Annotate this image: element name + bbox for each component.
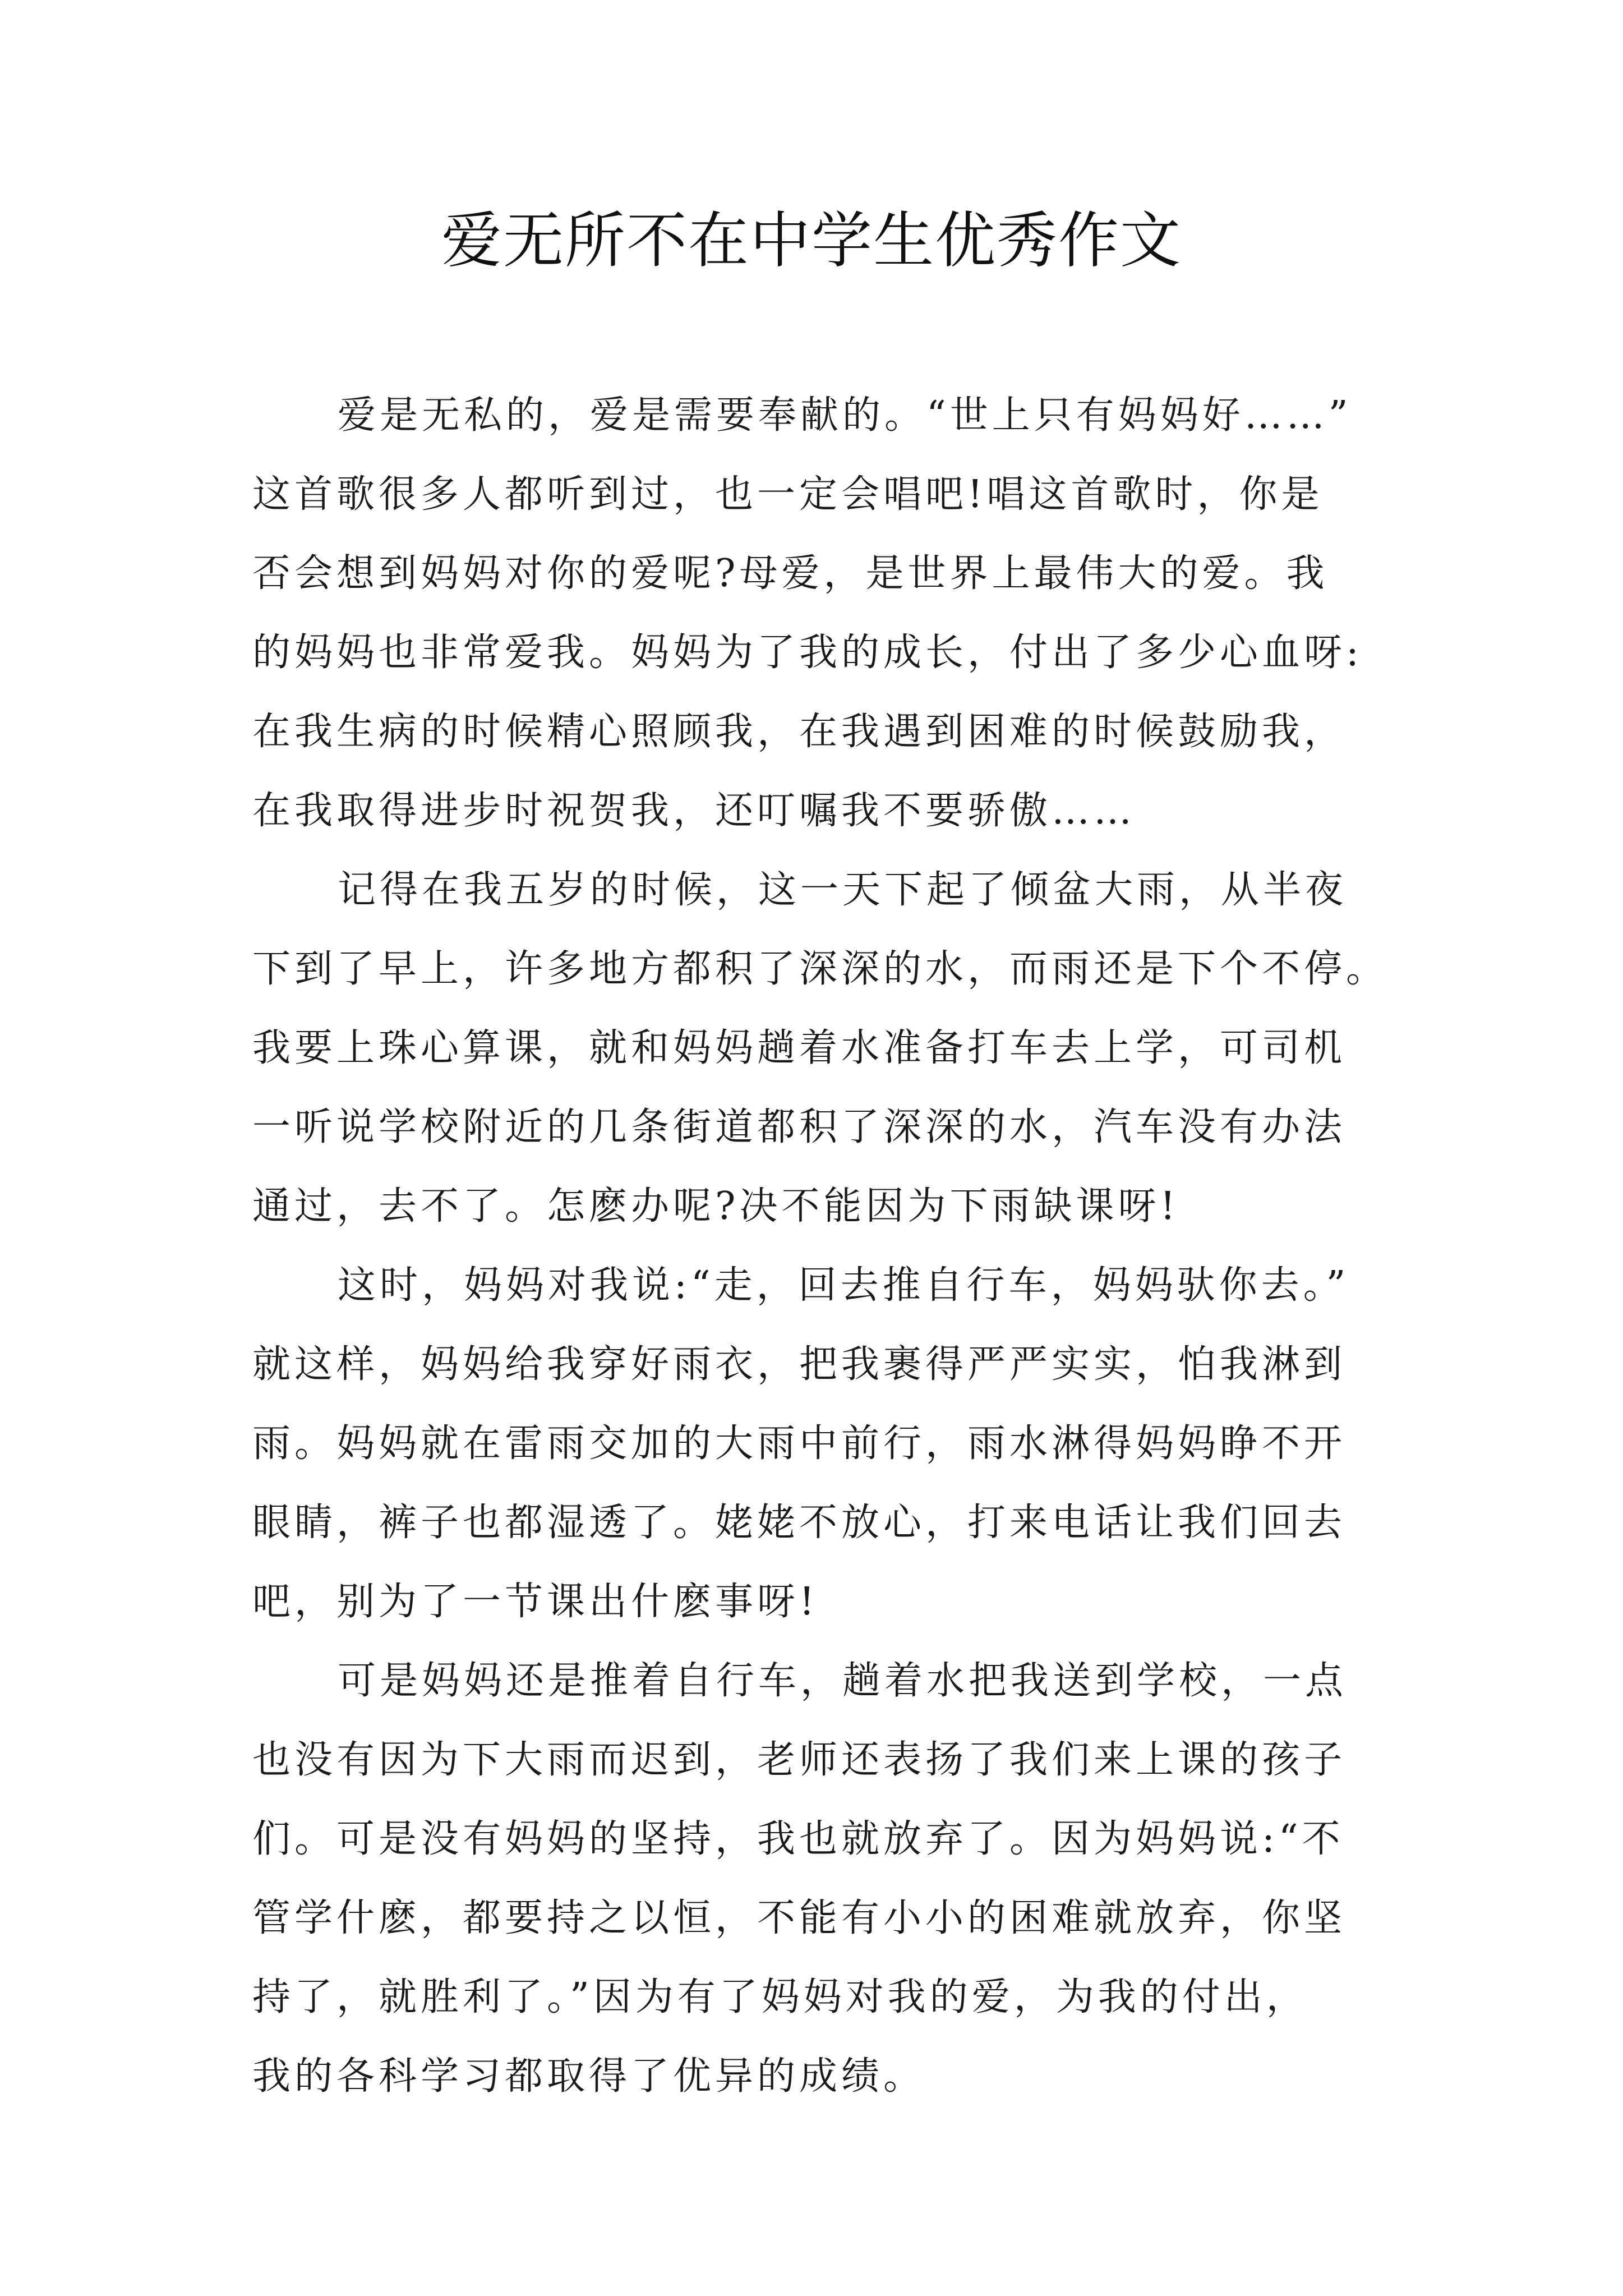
paragraph-4-line-6: 我的各科学习都取得了优异的成绩。 (252, 2054, 926, 2099)
paragraph-1-line-3: 否会想到妈妈对你的爱呢?母爱，是世界上最伟大的爱。我 (252, 551, 1329, 596)
paragraph-2-line-3: 我要上珠心算课，就和妈妈趟着水准备打车去上学，可司机 (252, 1026, 1347, 1070)
paragraph-4-line-2: 也没有因为下大雨而迟到，老师还表扬了我们来上课的孩子 (252, 1738, 1347, 1782)
paragraph-2-line-2: 下到了早上，许多地方都积了深深的水，而雨还是下个不停。 (252, 947, 1389, 991)
paragraph-4-line-3: 们。可是没有妈妈的坚持，我也就放弃了。因为妈妈说:“不 (252, 1817, 1344, 1861)
essay-body (252, 376, 1408, 2116)
paragraph-3-line-2: 就这样，妈妈给我穿好雨衣，把我裹得严严实实，怕我淋到 (252, 1342, 1347, 1387)
paragraph-1-line-4: 的妈妈也非常爱我。妈妈为了我的成长，付出了多少心血呀: (252, 631, 1363, 675)
document-title: 爱无所不在中学生优秀作文 (441, 206, 1182, 276)
paragraph-4-line-4: 管学什麽，都要持之以恒，不能有小小的困难就放弃，你坚 (252, 1896, 1347, 1940)
paragraph-1-line-5: 在我生病的时候精心照顾我，在我遇到困难的时候鼓励我， (252, 710, 1347, 754)
paragraph-1-line-6: 在我取得进步时祝贺我，还叮嘱我不要骄傲…… (252, 789, 1136, 833)
paragraph-1-line-1: 爱是无私的，爱是需要奉献的。“世上只有妈妈好……” (338, 393, 1352, 438)
paragraph-2-line-1: 记得在我五岁的时候，这一天下起了倾盆大雨，从半夜 (338, 868, 1348, 912)
paragraph-3-line-5: 吧，别为了一节课出什麽事呀! (252, 1580, 819, 1624)
paragraph-4-line-5: 持了，就胜利了。”因为有了妈妈对我的爱，为我的付出， (252, 1975, 1308, 2019)
paragraph-3-line-1: 这时，妈妈对我说:“走，回去推自行车，妈妈驮你去。” (338, 1263, 1350, 1308)
paragraph-2-line-4: 一听说学校附近的几条街道都积了深深的水，汽车没有办法 (252, 1105, 1347, 1149)
paragraph-3-line-4: 眼睛，裤子也都湿透了。姥姥不放心，打来电话让我们回去 (252, 1501, 1347, 1545)
paragraph-4-line-1: 可是妈妈还是推着自行车，趟着水把我送到学校，一点 (338, 1659, 1348, 1703)
paragraph-2-line-5: 通过，去不了。怎麽办呢?决不能因为下雨缺课呀! (252, 1184, 1179, 1228)
paragraph-1-line-2: 这首歌很多人都听到过，也一定会唱吧!唱这首歌时，你是 (252, 472, 1324, 517)
paragraph-3-line-3: 雨。妈妈就在雷雨交加的大雨中前行，雨水淋得妈妈睁不开 (252, 1421, 1347, 1466)
